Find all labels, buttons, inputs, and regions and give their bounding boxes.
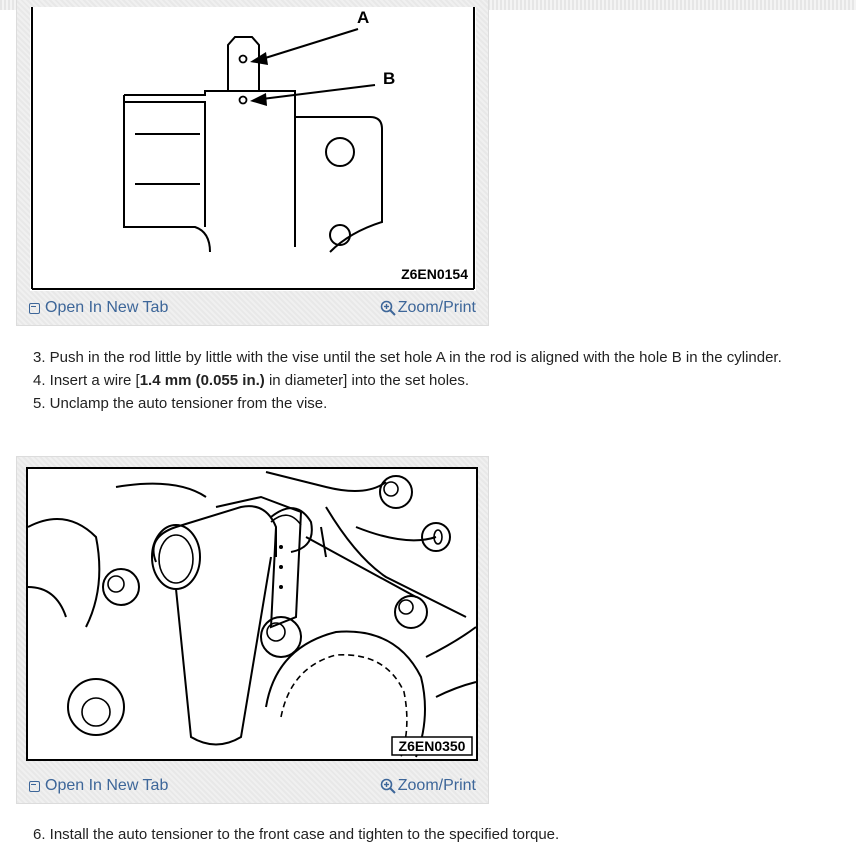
figure-1-image[interactable]	[30, 7, 476, 291]
steps-block-2	[33, 823, 559, 846]
zoom-icon	[380, 300, 396, 316]
figure-2-open-label: Open In New Tab	[45, 777, 169, 794]
zoom-icon	[380, 778, 396, 794]
new-tab-icon	[29, 781, 40, 792]
step-5: 5. Unclamp the auto tensioner from the vise.	[33, 395, 328, 412]
step-6: 6. Install the auto tensioner to the front case and tighten to the specified torque.	[33, 826, 560, 843]
figure-1-drawing	[30, 7, 476, 291]
figure-2-image[interactable]	[26, 467, 478, 761]
figure-1-open-link[interactable]	[29, 299, 168, 317]
step-3: 3. Push in the rod little by little with the vise until the set hole A in the rod is aligned with the hole B in the cylinder.	[33, 349, 782, 366]
figure-1-code: Z6EN0154	[401, 266, 468, 282]
figure-1-zoom-link[interactable]	[380, 299, 476, 317]
figure-1-frame	[16, 0, 489, 326]
figure-1-zoom-label: Zoom/Print	[397, 299, 476, 316]
figure-1-links	[17, 299, 488, 321]
step-4-wire-size: 1.4 mm (0.055 in.)	[139, 372, 265, 389]
figure-1-label-a: A	[357, 8, 370, 27]
figure-1-label-b: B	[383, 69, 396, 88]
figure-2-code: Z6EN0350	[398, 738, 466, 754]
steps-block-1	[33, 346, 782, 415]
figure-2-drawing	[26, 467, 478, 761]
figure-1-open-label: Open In New Tab	[45, 299, 169, 316]
figure-2-zoom-label: Zoom/Print	[397, 777, 476, 794]
figure-2-links	[17, 777, 488, 799]
new-tab-icon	[29, 303, 40, 314]
figure-2-frame	[16, 456, 489, 804]
step-4: 4. Insert a wire [1.4 mm (0.055 in.) in diameter] into the set holes.	[33, 372, 470, 389]
figure-2-open-link[interactable]	[29, 777, 168, 795]
figure-2-zoom-link[interactable]	[380, 777, 476, 795]
